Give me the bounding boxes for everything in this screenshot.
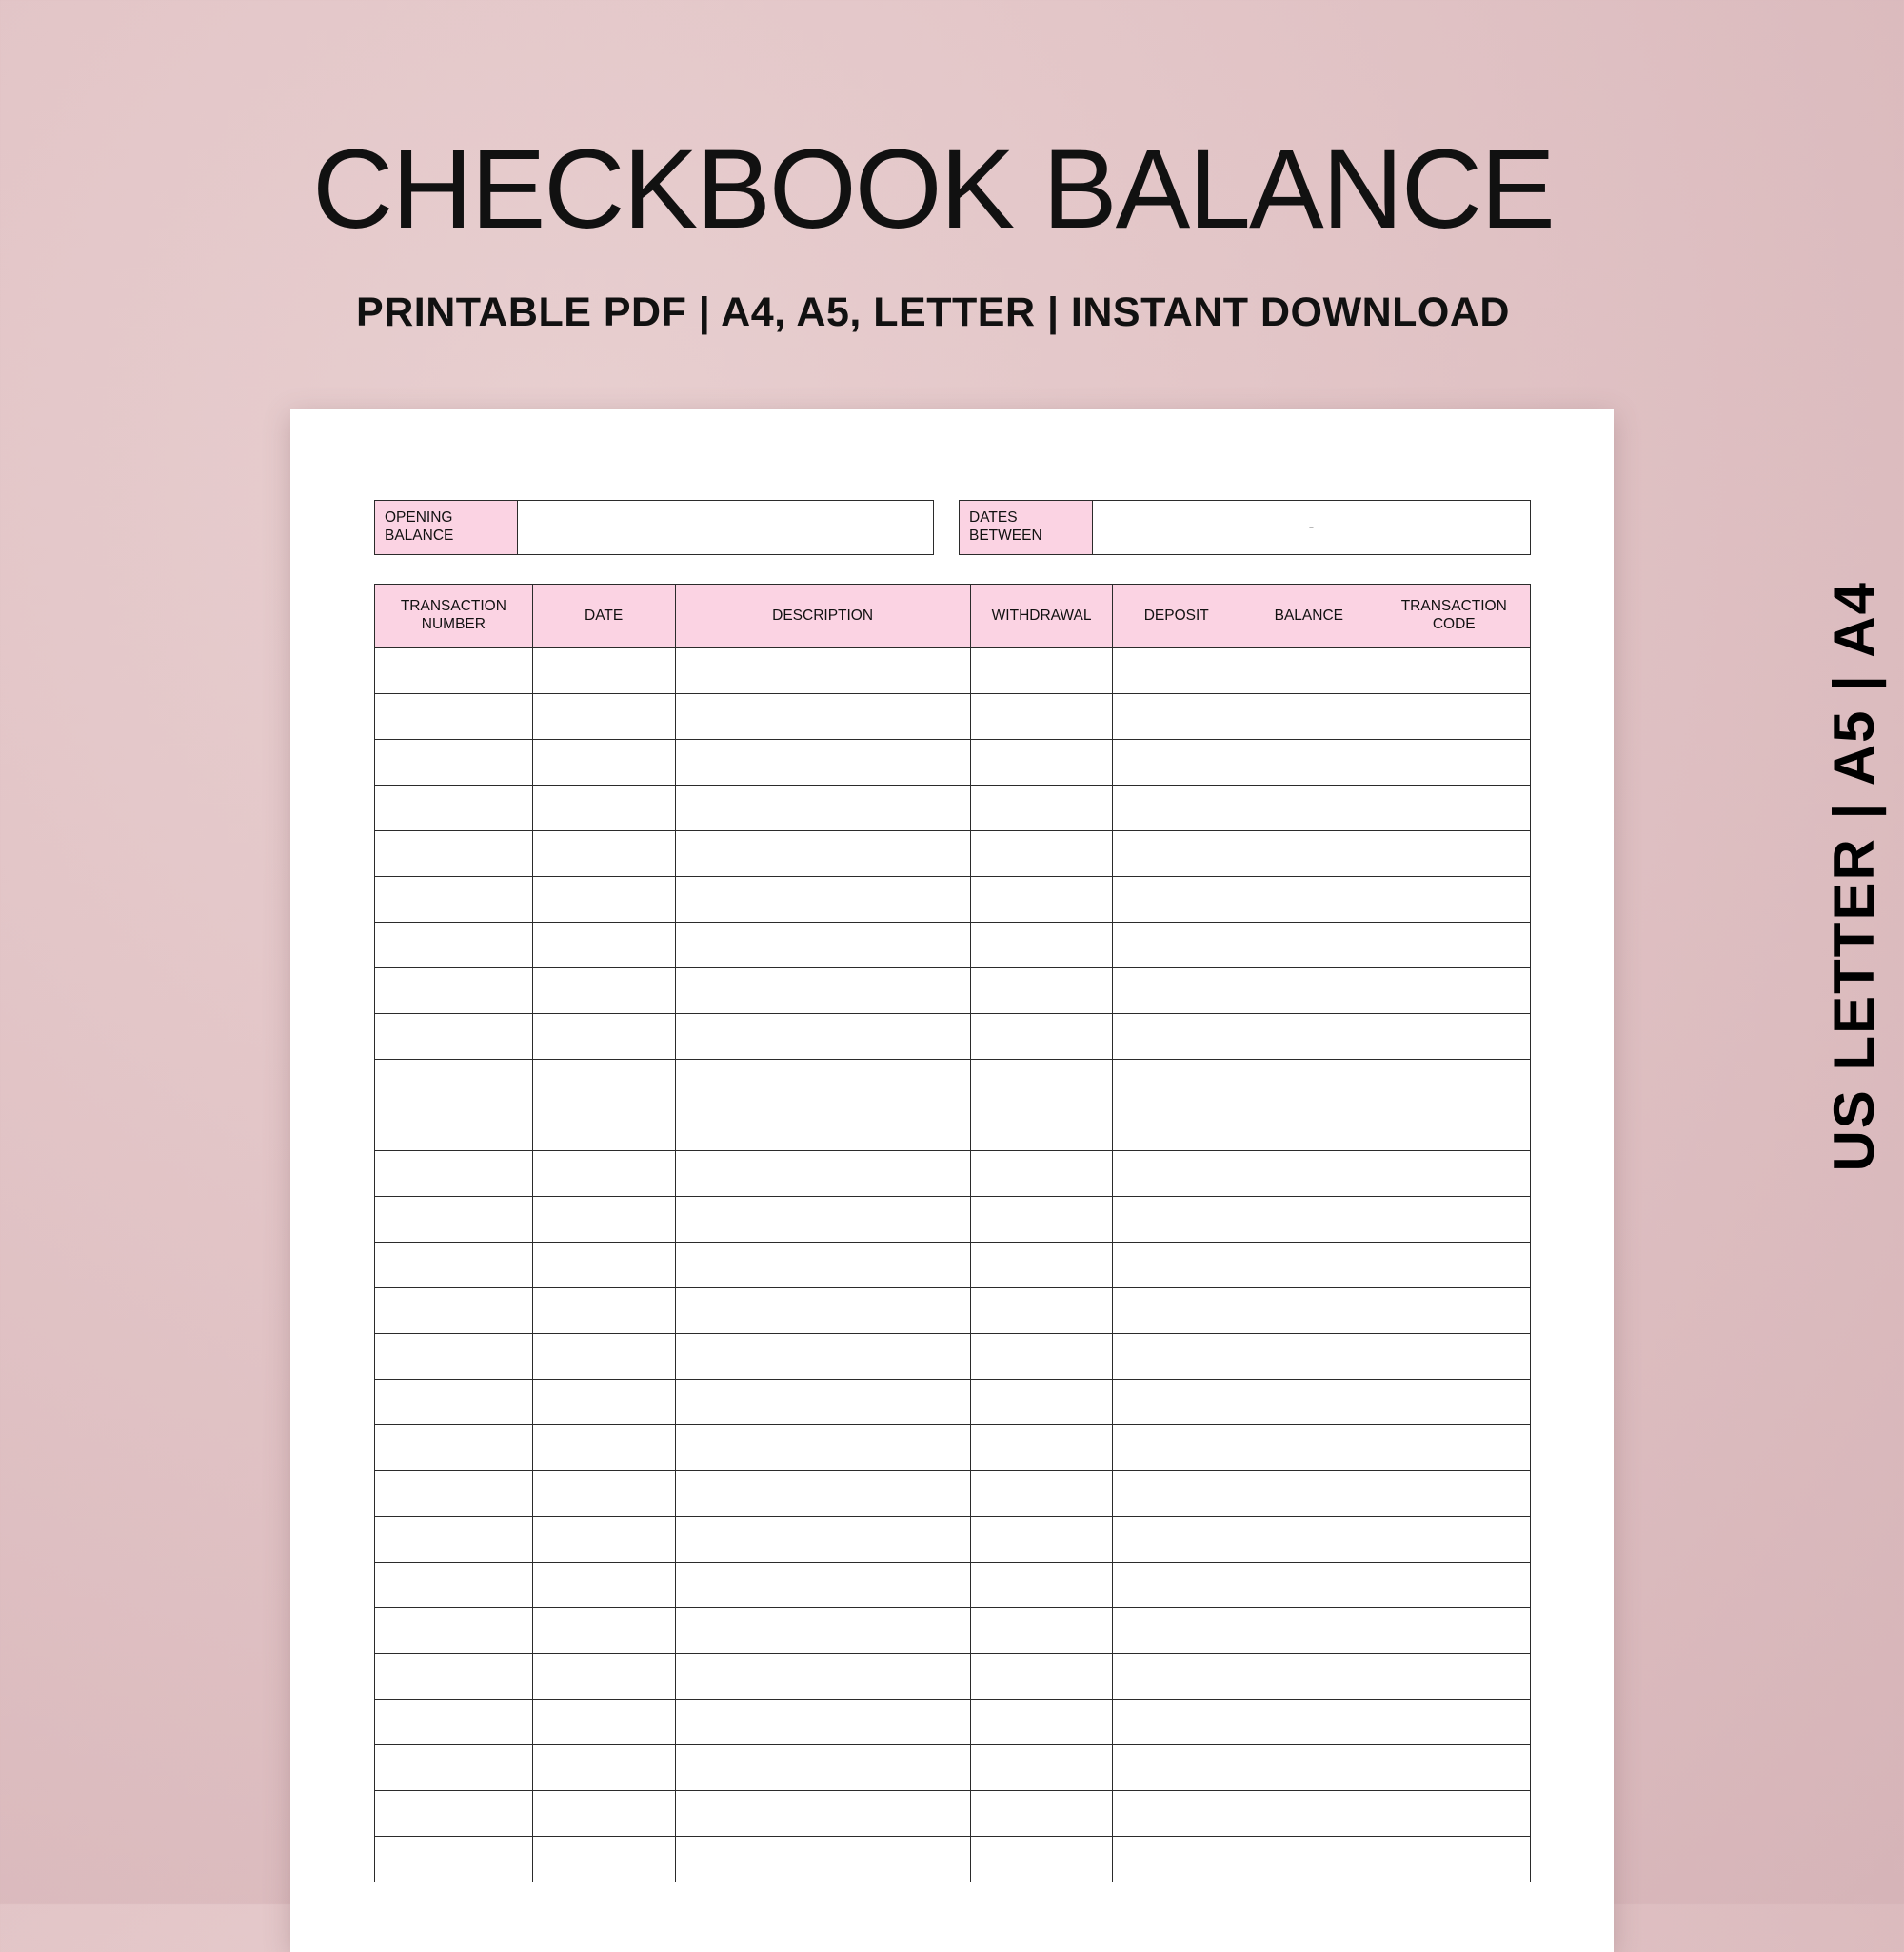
table-cell[interactable] — [532, 1060, 675, 1105]
table-cell[interactable] — [1378, 1517, 1531, 1563]
table-row — [375, 1151, 1531, 1197]
table-cell[interactable] — [970, 740, 1113, 786]
format-side-label-text: US LETTER | A5 | A4 — [1822, 581, 1886, 1172]
opening-balance-label-line1: OPENING — [385, 509, 453, 527]
table-cell[interactable] — [675, 923, 970, 968]
table-cell[interactable] — [1240, 1471, 1378, 1517]
table-cell[interactable] — [970, 648, 1113, 694]
dates-between-field[interactable] — [959, 500, 1531, 555]
transaction-register-table — [374, 584, 1531, 1882]
table-cell[interactable] — [375, 786, 533, 831]
table-cell[interactable] — [532, 1654, 675, 1700]
table-cell[interactable] — [675, 877, 970, 923]
table-cell[interactable] — [1113, 1700, 1240, 1745]
table-cell[interactable] — [675, 694, 970, 740]
table-cell[interactable] — [1240, 1151, 1378, 1197]
table-cell[interactable] — [1113, 1288, 1240, 1334]
table-row — [375, 740, 1531, 786]
table-cell[interactable] — [532, 1380, 675, 1425]
table-cell[interactable] — [970, 1060, 1113, 1105]
table-cell[interactable] — [970, 1425, 1113, 1471]
table-cell[interactable] — [1113, 831, 1240, 877]
table-cell[interactable] — [675, 1243, 970, 1288]
table-cell[interactable] — [532, 968, 675, 1014]
table-row — [375, 786, 1531, 831]
table-row — [375, 1288, 1531, 1334]
column-header-transaction-number-line1: TRANSACTION — [400, 598, 506, 615]
table-cell[interactable] — [532, 694, 675, 740]
table-cell[interactable] — [1378, 694, 1531, 740]
page-title: CHECKBOOK BALANCE — [312, 127, 1554, 252]
table-row — [375, 1517, 1531, 1563]
table-cell[interactable] — [375, 1243, 533, 1288]
table-cell[interactable] — [532, 740, 675, 786]
table-cell[interactable] — [970, 1243, 1113, 1288]
table-cell[interactable] — [675, 1563, 970, 1608]
table-cell[interactable] — [1113, 1837, 1240, 1882]
table-cell[interactable] — [970, 1563, 1113, 1608]
table-cell[interactable] — [1113, 1243, 1240, 1288]
table-cell[interactable] — [375, 1197, 533, 1243]
table-cell[interactable] — [375, 1654, 533, 1700]
table-cell[interactable] — [675, 1837, 970, 1882]
table-cell[interactable] — [675, 1151, 970, 1197]
table-cell[interactable] — [970, 968, 1113, 1014]
table-cell[interactable] — [675, 1745, 970, 1791]
table-cell[interactable] — [375, 1288, 533, 1334]
table-cell[interactable] — [1113, 694, 1240, 740]
table-cell[interactable] — [532, 1288, 675, 1334]
table-cell[interactable] — [1240, 923, 1378, 968]
table-cell[interactable] — [1113, 1425, 1240, 1471]
column-header-deposit-line1: DEPOSIT — [1143, 607, 1209, 624]
table-row — [375, 1745, 1531, 1791]
table-cell[interactable] — [1378, 831, 1531, 877]
dates-between-label-line1: DATES — [969, 509, 1018, 527]
table-cell[interactable] — [1378, 1700, 1531, 1745]
table-cell[interactable] — [1240, 1105, 1378, 1151]
table-row — [375, 1471, 1531, 1517]
table-cell[interactable] — [675, 740, 970, 786]
table-cell[interactable] — [532, 877, 675, 923]
table-row — [375, 1060, 1531, 1105]
table-cell[interactable] — [1113, 877, 1240, 923]
table-cell[interactable] — [375, 1334, 533, 1380]
table-cell[interactable] — [1378, 1563, 1531, 1608]
table-row — [375, 1563, 1531, 1608]
table-cell[interactable] — [675, 1380, 970, 1425]
dates-between-label — [960, 501, 1093, 554]
column-header-date — [532, 585, 675, 648]
table-cell[interactable] — [1378, 1105, 1531, 1151]
opening-balance-value[interactable] — [518, 501, 933, 554]
table-cell[interactable] — [532, 1700, 675, 1745]
table-cell[interactable] — [1113, 1791, 1240, 1837]
table-cell[interactable] — [675, 1700, 970, 1745]
table-cell[interactable] — [532, 923, 675, 968]
table-cell[interactable] — [1378, 968, 1531, 1014]
table-cell[interactable] — [1240, 1243, 1378, 1288]
table-cell[interactable] — [1240, 1517, 1378, 1563]
table-cell[interactable] — [1240, 1608, 1378, 1654]
table-cell[interactable] — [1240, 786, 1378, 831]
column-header-withdrawal — [970, 585, 1113, 648]
table-row — [375, 1105, 1531, 1151]
table-cell[interactable] — [1240, 1791, 1378, 1837]
table-cell[interactable] — [1378, 1334, 1531, 1380]
table-cell[interactable] — [675, 786, 970, 831]
table-cell[interactable] — [1113, 740, 1240, 786]
table-cell[interactable] — [1240, 968, 1378, 1014]
table-cell[interactable] — [375, 831, 533, 877]
table-cell[interactable] — [375, 1745, 533, 1791]
table-body — [375, 648, 1531, 1882]
table-row — [375, 1425, 1531, 1471]
table-cell[interactable] — [675, 1288, 970, 1334]
table-cell[interactable] — [375, 1471, 533, 1517]
table-cell[interactable] — [675, 1334, 970, 1380]
table-row — [375, 1837, 1531, 1882]
table-cell[interactable] — [1240, 831, 1378, 877]
table-cell[interactable] — [532, 1745, 675, 1791]
table-cell[interactable] — [1240, 1288, 1378, 1334]
table-cell[interactable] — [375, 1060, 533, 1105]
table-cell[interactable] — [532, 1517, 675, 1563]
table-cell[interactable] — [970, 1151, 1113, 1197]
table-cell[interactable] — [1113, 923, 1240, 968]
sheet-content — [374, 500, 1531, 1882]
table-cell[interactable] — [1113, 1517, 1240, 1563]
table-row — [375, 648, 1531, 694]
table-cell[interactable] — [1240, 648, 1378, 694]
table-cell[interactable] — [1240, 1334, 1378, 1380]
table-cell[interactable] — [375, 923, 533, 968]
table-cell[interactable] — [675, 831, 970, 877]
table-cell[interactable] — [532, 1608, 675, 1654]
column-header-withdrawal-line1: WITHDRAWAL — [991, 607, 1092, 624]
table-cell[interactable] — [375, 740, 533, 786]
table-cell[interactable] — [1240, 694, 1378, 740]
table-cell[interactable] — [1240, 1563, 1378, 1608]
table-row — [375, 1334, 1531, 1380]
table-cell[interactable] — [1240, 1837, 1378, 1882]
table-header-row — [375, 585, 1531, 648]
table-cell[interactable] — [1240, 1654, 1378, 1700]
column-header-balance — [1240, 585, 1378, 648]
table-cell[interactable] — [970, 1791, 1113, 1837]
table-cell[interactable] — [675, 1791, 970, 1837]
table-cell[interactable] — [532, 1197, 675, 1243]
table-cell[interactable] — [970, 1745, 1113, 1791]
table-cell[interactable] — [1113, 1745, 1240, 1791]
table-cell[interactable] — [1378, 1471, 1531, 1517]
table-cell[interactable] — [675, 1654, 970, 1700]
table-cell[interactable] — [675, 1197, 970, 1243]
table-cell[interactable] — [1113, 648, 1240, 694]
table-row — [375, 694, 1531, 740]
table-cell[interactable] — [675, 1014, 970, 1060]
table-cell[interactable] — [970, 1517, 1113, 1563]
table-cell[interactable] — [532, 786, 675, 831]
table-cell[interactable] — [375, 968, 533, 1014]
table-cell[interactable] — [532, 1471, 675, 1517]
opening-balance-label-line2: BALANCE — [385, 528, 454, 544]
table-cell[interactable] — [532, 1334, 675, 1380]
column-header-transaction-code-line2: CODE — [1432, 616, 1476, 632]
table-cell[interactable] — [970, 831, 1113, 877]
table-cell[interactable] — [532, 1014, 675, 1060]
table-cell[interactable] — [970, 1014, 1113, 1060]
table-cell[interactable] — [970, 694, 1113, 740]
table-row — [375, 1608, 1531, 1654]
table-row — [375, 1654, 1531, 1700]
table-cell[interactable] — [1240, 1700, 1378, 1745]
table-cell[interactable] — [1378, 1791, 1531, 1837]
table-cell[interactable] — [532, 1837, 675, 1882]
table-row — [375, 1380, 1531, 1425]
table-cell[interactable] — [375, 1380, 533, 1425]
column-header-balance-line1: BALANCE — [1274, 607, 1343, 624]
table-cell[interactable] — [675, 968, 970, 1014]
table-row — [375, 877, 1531, 923]
summary-fields-row — [374, 500, 1531, 555]
table-cell[interactable] — [1378, 1243, 1531, 1288]
table-cell[interactable] — [1378, 1608, 1531, 1654]
table-cell[interactable] — [1113, 1471, 1240, 1517]
table-cell[interactable] — [1113, 1197, 1240, 1243]
column-header-deposit — [1113, 585, 1240, 648]
table-cell[interactable] — [970, 1471, 1113, 1517]
column-header-transaction-number-line2: NUMBER — [421, 616, 486, 632]
table-cell[interactable] — [970, 1105, 1113, 1151]
table-cell[interactable] — [675, 1105, 970, 1151]
table-cell[interactable] — [1378, 1380, 1531, 1425]
table-cell[interactable] — [1113, 1014, 1240, 1060]
column-header-transaction-code-line1: TRANSACTION — [1400, 598, 1507, 615]
table-cell[interactable] — [1378, 786, 1531, 831]
table-row — [375, 831, 1531, 877]
opening-balance-field[interactable] — [374, 500, 934, 555]
table-cell[interactable] — [532, 1563, 675, 1608]
table-row — [375, 1014, 1531, 1060]
dates-between-value[interactable]: - — [1308, 518, 1315, 536]
table-cell[interactable] — [532, 1425, 675, 1471]
table-cell[interactable] — [1113, 1654, 1240, 1700]
table-cell[interactable] — [375, 1791, 533, 1837]
table-cell[interactable] — [1113, 1105, 1240, 1151]
table-row — [375, 968, 1531, 1014]
table-cell[interactable] — [375, 877, 533, 923]
table-cell[interactable] — [675, 1517, 970, 1563]
table-cell[interactable] — [1240, 1425, 1378, 1471]
table-cell[interactable] — [375, 694, 533, 740]
table-cell[interactable] — [1240, 1380, 1378, 1425]
table-cell[interactable] — [1378, 877, 1531, 923]
table-row — [375, 1243, 1531, 1288]
table-cell[interactable] — [532, 1243, 675, 1288]
table-cell[interactable] — [532, 1105, 675, 1151]
printable-sheet — [290, 409, 1614, 1952]
table-cell[interactable] — [970, 923, 1113, 968]
table-cell[interactable] — [1240, 1745, 1378, 1791]
opening-balance-label — [375, 501, 518, 554]
table-cell[interactable] — [1378, 648, 1531, 694]
table-cell[interactable] — [675, 1425, 970, 1471]
table-row — [375, 923, 1531, 968]
table-cell[interactable] — [1378, 1425, 1531, 1471]
table-cell[interactable] — [375, 1151, 533, 1197]
table-cell[interactable] — [970, 1334, 1113, 1380]
table-row — [375, 1791, 1531, 1837]
table-row — [375, 1700, 1531, 1745]
table-cell[interactable] — [532, 831, 675, 877]
column-header-description — [675, 585, 970, 648]
format-side-label — [1821, 581, 1887, 1438]
table-cell[interactable] — [375, 1700, 533, 1745]
table-cell[interactable] — [675, 1060, 970, 1105]
table-cell[interactable] — [1378, 1745, 1531, 1791]
table-cell[interactable] — [1113, 1060, 1240, 1105]
table-row — [375, 1197, 1531, 1243]
table-cell[interactable] — [375, 648, 533, 694]
table-cell[interactable] — [970, 1700, 1113, 1745]
table-cell[interactable] — [1378, 1014, 1531, 1060]
column-header-transaction-number — [375, 585, 533, 648]
column-header-description-line1: DESCRIPTION — [772, 607, 874, 624]
table-cell[interactable] — [675, 1608, 970, 1654]
table-cell[interactable] — [970, 1197, 1113, 1243]
table-cell[interactable] — [1378, 923, 1531, 968]
table-cell[interactable] — [1240, 1014, 1378, 1060]
table-cell[interactable] — [375, 1563, 533, 1608]
column-header-transaction-code — [1378, 585, 1531, 648]
table-cell[interactable] — [1378, 740, 1531, 786]
table-cell[interactable] — [970, 877, 1113, 923]
table-cell[interactable] — [970, 786, 1113, 831]
table-cell[interactable] — [375, 1105, 533, 1151]
table-cell[interactable] — [375, 1014, 533, 1060]
table-cell[interactable] — [532, 1151, 675, 1197]
table-cell[interactable] — [1378, 1151, 1531, 1197]
table-cell[interactable] — [1113, 1334, 1240, 1380]
table-cell[interactable] — [970, 1380, 1113, 1425]
table-cell[interactable] — [1113, 968, 1240, 1014]
table-cell[interactable] — [1240, 1060, 1378, 1105]
table-cell[interactable] — [1240, 740, 1378, 786]
column-header-date-line1: DATE — [585, 607, 624, 624]
heading-block — [0, 0, 1866, 336]
table-cell[interactable] — [375, 1425, 533, 1471]
table-cell[interactable] — [1113, 1151, 1240, 1197]
table-cell[interactable] — [970, 1288, 1113, 1334]
table-cell[interactable] — [532, 1791, 675, 1837]
table-cell[interactable] — [1113, 1380, 1240, 1425]
table-cell[interactable] — [970, 1654, 1113, 1700]
table-cell[interactable] — [1378, 1288, 1531, 1334]
table-cell[interactable] — [1240, 877, 1378, 923]
table-cell[interactable] — [1378, 1837, 1531, 1882]
table-cell[interactable] — [1378, 1060, 1531, 1105]
table-cell[interactable] — [375, 1837, 533, 1882]
page-subtitle: PRINTABLE PDF | A4, A5, LETTER | INSTANT DOWNLOAD — [356, 289, 1510, 335]
table-cell[interactable] — [1113, 786, 1240, 831]
table-cell[interactable] — [970, 1837, 1113, 1882]
table-cell[interactable] — [1240, 1197, 1378, 1243]
table-header — [375, 585, 1531, 648]
dates-between-label-line2: BETWEEN — [969, 528, 1042, 544]
table-cell[interactable] — [1378, 1654, 1531, 1700]
table-cell[interactable] — [675, 648, 970, 694]
table-cell[interactable] — [375, 1608, 533, 1654]
table-cell[interactable] — [1378, 1197, 1531, 1243]
table-cell[interactable] — [375, 1517, 533, 1563]
table-cell[interactable] — [1113, 1563, 1240, 1608]
table-cell[interactable] — [1113, 1608, 1240, 1654]
table-cell[interactable] — [675, 1471, 970, 1517]
table-cell[interactable] — [532, 648, 675, 694]
table-cell[interactable] — [970, 1608, 1113, 1654]
